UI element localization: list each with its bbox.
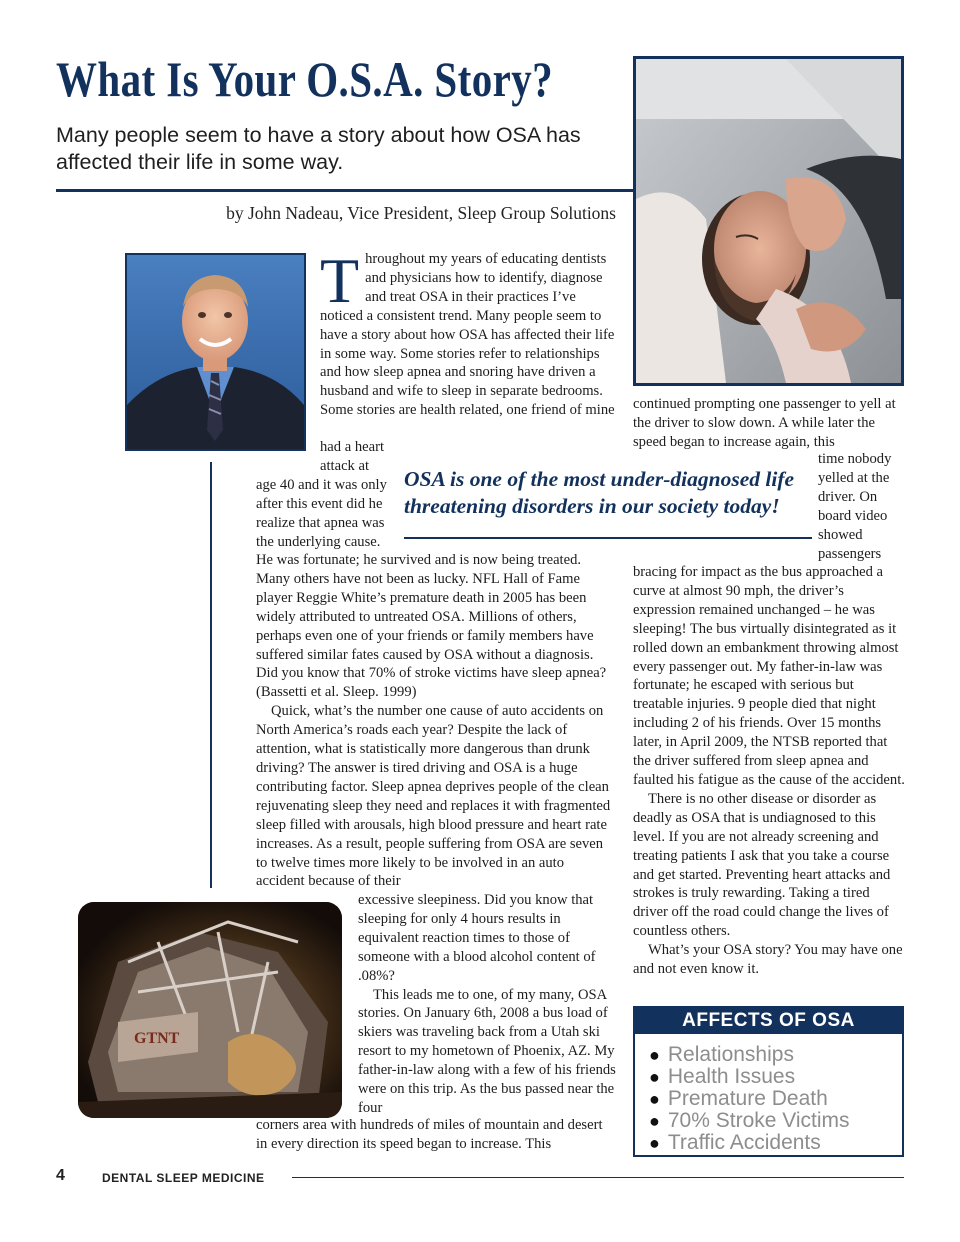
pull-quote: OSA is one of the most under-diagnosed life threatening disorders in our society today!: [404, 467, 795, 518]
drop-cap: T: [320, 245, 360, 316]
list-item: ● Health Issues: [649, 1065, 796, 1088]
bus-crash-photo: [78, 902, 342, 1118]
body-paragraph: bracing for impact as the bus approached a curve at almost 90 mph, the driver’s expression remained unchanged – he was sleeping! The bus virtually disintegrated as it rolled down an embankment throwing almost every passenger out. My father-in-law was fortunate; he escaped with serious but treatable injuries. 9 people died that night including 2 of his friends. Over 15 months later, in April 2009, the NTSB reported that the driver suffered from sleep apnea and faulted his fatigue as the cause of the accident.: [633, 564, 905, 788]
right-column-text: continued prompting one passenger to yell at the driver to slow down. A while later the speed began to increase again, this: [633, 396, 896, 450]
body-paragraph: Quick, what’s the number one cause of auto accidents on North America’s roads each year? Despite the lack of attention, what is statistically more dangerous than drunk driving? The answer is tired driving and OSA is a huge contributing factor. Sleep apnea deprives people of the clean rejuvenating sleep they need and replaces it with fragmented sleep filled with arousals, high blood pressure and heart rate increases. As a result, people suffering from OSA are seven to twelve times more likely to be involved in an auto accident because of their: [256, 703, 611, 890]
list-item: ● Traffic Accidents: [649, 1131, 821, 1154]
publication-name: DENTAL SLEEP MEDICINE: [102, 1171, 265, 1185]
body-paragraph: There is no other disease or disorder as deadly as OSA that is undiagnosed to this level. If you are not already screening and treating patients I ask that you take a course and get started. Preventing heart attacks and strokes is truly rewarding. Taking a tired driver off the road could change the lives of countless others.: [633, 790, 891, 940]
body-paragraph: What’s your OSA story? You may have one and not even know it.: [633, 942, 903, 978]
right-column-narrow: time nobody yelled at the driver. On board video showed passengers: [818, 451, 892, 562]
list-item: ● Relationships: [649, 1043, 794, 1066]
intro-text: hroughout my years of educating dentists and physicians how to identify, diagnose and treat OSA in their practices I’ve noticed a consistent trend. Many people seem to have a story about how OSA has affected their life in some way. Some stories refer to relationships and how sleep apnea and snoring have driven a husband and wife to sleep in separate bedrooms. Some stories are health related, one friend of mine: [320, 251, 615, 419]
sleeping-driver-photo: [633, 56, 904, 386]
sidebar-list: [635, 1044, 902, 1154]
bullet-icon: ●: [649, 1067, 660, 1087]
page-number: 4: [56, 1167, 65, 1184]
bullet-icon: ●: [649, 1133, 660, 1153]
footer-rule: [292, 1177, 904, 1178]
byline: by John Nadeau, Vice President, Sleep Group Solutions: [226, 203, 616, 223]
article-title: What Is Your O.S.A. Story?: [56, 51, 554, 107]
bullet-icon: ●: [649, 1089, 660, 1109]
article-body-left: [256, 551, 616, 891]
article-body-tail: corners area with hundreds of miles of mountain and desert in every direction its speed began to increase. This: [256, 1117, 603, 1152]
article-subtitle: Many people seem to have a story about how OSA has affected their life in some way.: [56, 123, 581, 174]
author-portrait: [125, 253, 306, 451]
intro-text-continued: had a heart attack at: [320, 439, 385, 474]
subtitle-divider: [56, 189, 634, 192]
list-item: ● 70% Stroke Victims: [649, 1109, 850, 1132]
body-paragraph: He was fortunate; he survived and is now being treated. Many others have not been as lucky. NFL Hall of Fame player Reggie White’s premature death in 2005 has been widely attributed to untreated OSA. Millions of others, perhaps even one of your friends or family members have suffered similar fates caused by OSA without a diagnosis. Did you know that 70% of stroke victims have sleep apnea? (Bassetti et al. Sleep. 1999): [256, 552, 607, 701]
article-body-wrap: [358, 891, 616, 1118]
pull-quote-rule: [404, 537, 812, 539]
article-paragraph-narrow: age 40 and it was only after this event did he realize that apnea was the underlying cause.: [256, 477, 387, 550]
list-item: ● Premature Death: [649, 1087, 828, 1110]
right-column-body: [633, 563, 905, 979]
body-paragraph: excessive sleepiness. Did you know that sleeping for only 4 hours results in equivalent reaction times to those of someone with a blood alcohol content of .08%?: [358, 892, 596, 984]
sidebar-heading: AFFECTS OF OSA: [635, 1008, 902, 1034]
bus-logo-text: GTNT: [134, 1030, 180, 1047]
column-accent-rule: [210, 462, 212, 888]
bullet-icon: ●: [649, 1111, 660, 1131]
article-paragraph-intro: [320, 245, 616, 420]
body-paragraph: This leads me to one, of my many, OSA stories. On January 6th, 2008 a bus load of skiers was traveling back from a Utah ski resort to my hometown of Phoenix, AZ. My father-in-law along with a few of his friends were on this trip. As the bus passed near the four: [358, 986, 616, 1116]
affects-of-osa-box: [633, 1006, 904, 1157]
bullet-icon: ●: [649, 1045, 660, 1065]
